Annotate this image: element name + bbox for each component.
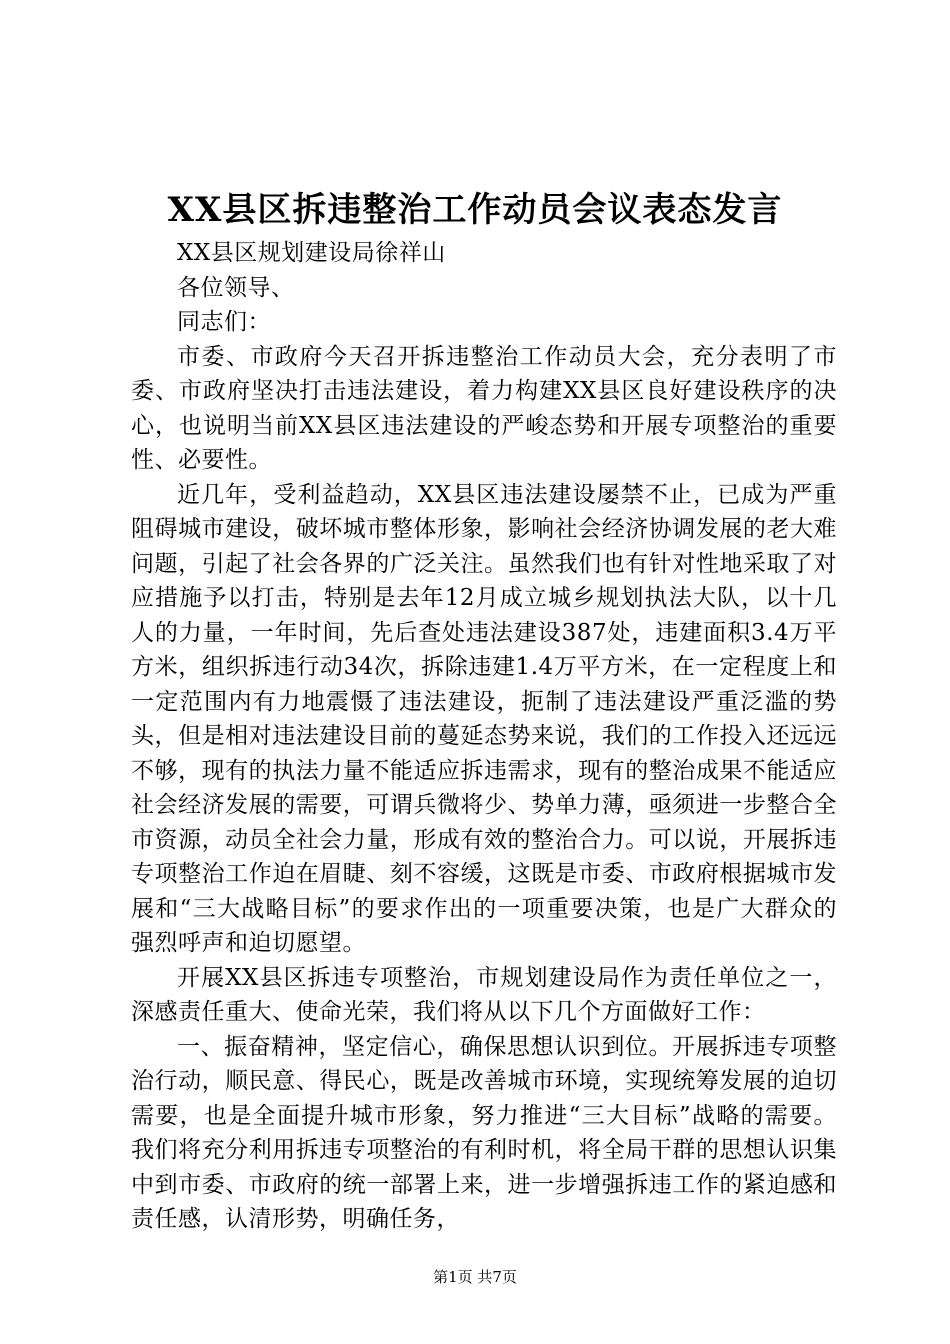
salutation-line: 同志们： xyxy=(177,309,271,335)
body-paragraph: 近几年，受利益趋动，XX县区违法建设屡禁不止，已成为严重阻碍城市建设，破坏城市整体形象，影响社会经济协调发展的老大难问题，引起了社会各界的广泛关注。虽然我们也有针对性地采取了对应措施予以打击，特别是去年12月成立城乡规划执法大队，以十几人的力量，一年时间，先后查处违法建设387处，违建面积3.4万平方米，组织拆违行动34次，拆除违建1.4万平方米，在一定程度上和一定范围内有力地震慑了违法建设，扼制了违法建设严重泛滥的势头，但是相对违法建设目前的蔓延态势来说，我们的工作投入还远远不够，现有的执法力量不能适应拆违需求，现有的整治成果不能适应社会经济发展的需要，可谓兵微将少、势单力薄，亟须进一步整合全市资源，动员全社会力量，形成有效的整治合力。可以说，开展拆违专项整治工作迫在眉睫、刻不容缓，这既是市委、市政府根据城市发展和“三大战略目标”的要求作出的一项重要决策，也是广大群众的强烈呼声和迫切愿望。 xyxy=(131,481,837,956)
page-number-footer: 第1页 共7页 xyxy=(433,1268,517,1286)
body-paragraph: 一、振奋精神，坚定信心，确保思想认识到位。开展拆违专项整治行动，顺民意、得民心，既是改善城市环境，实现统筹发展的迫切需要，也是全面提升城市形象，努力推进“三大目标”战略的需要。我们将充分利用拆违专项整治的有利时机，将全局干群的思想认识集中到市委、市政府的统一部署上来，进一步增强拆违工作的紧迫感和责任感，认清形势，明确任务， xyxy=(131,1033,837,1232)
body-paragraph: 市委、市政府今天召开拆违整治工作动员大会，充分表明了市委、市政府坚决打击违法建设，着力构建XX县区良好建设秩序的决心，也说明当前XX县区违法建设的严峻态势和开展专项整治的重要性、必要性。 xyxy=(131,343,837,473)
document-body xyxy=(131,236,837,1237)
author-line: XX县区规划建设局徐祥山 xyxy=(177,240,446,266)
body-paragraph: 开展XX县区拆违专项整治，市规划建设局作为责任单位之一，深感责任重大、使命光荣，我们将从以下几个方面做好工作： xyxy=(131,964,837,1025)
document-title: XX县区拆违整治工作动员会议表态发言 xyxy=(167,190,783,230)
salutation-line: 各位领导、 xyxy=(177,274,295,301)
